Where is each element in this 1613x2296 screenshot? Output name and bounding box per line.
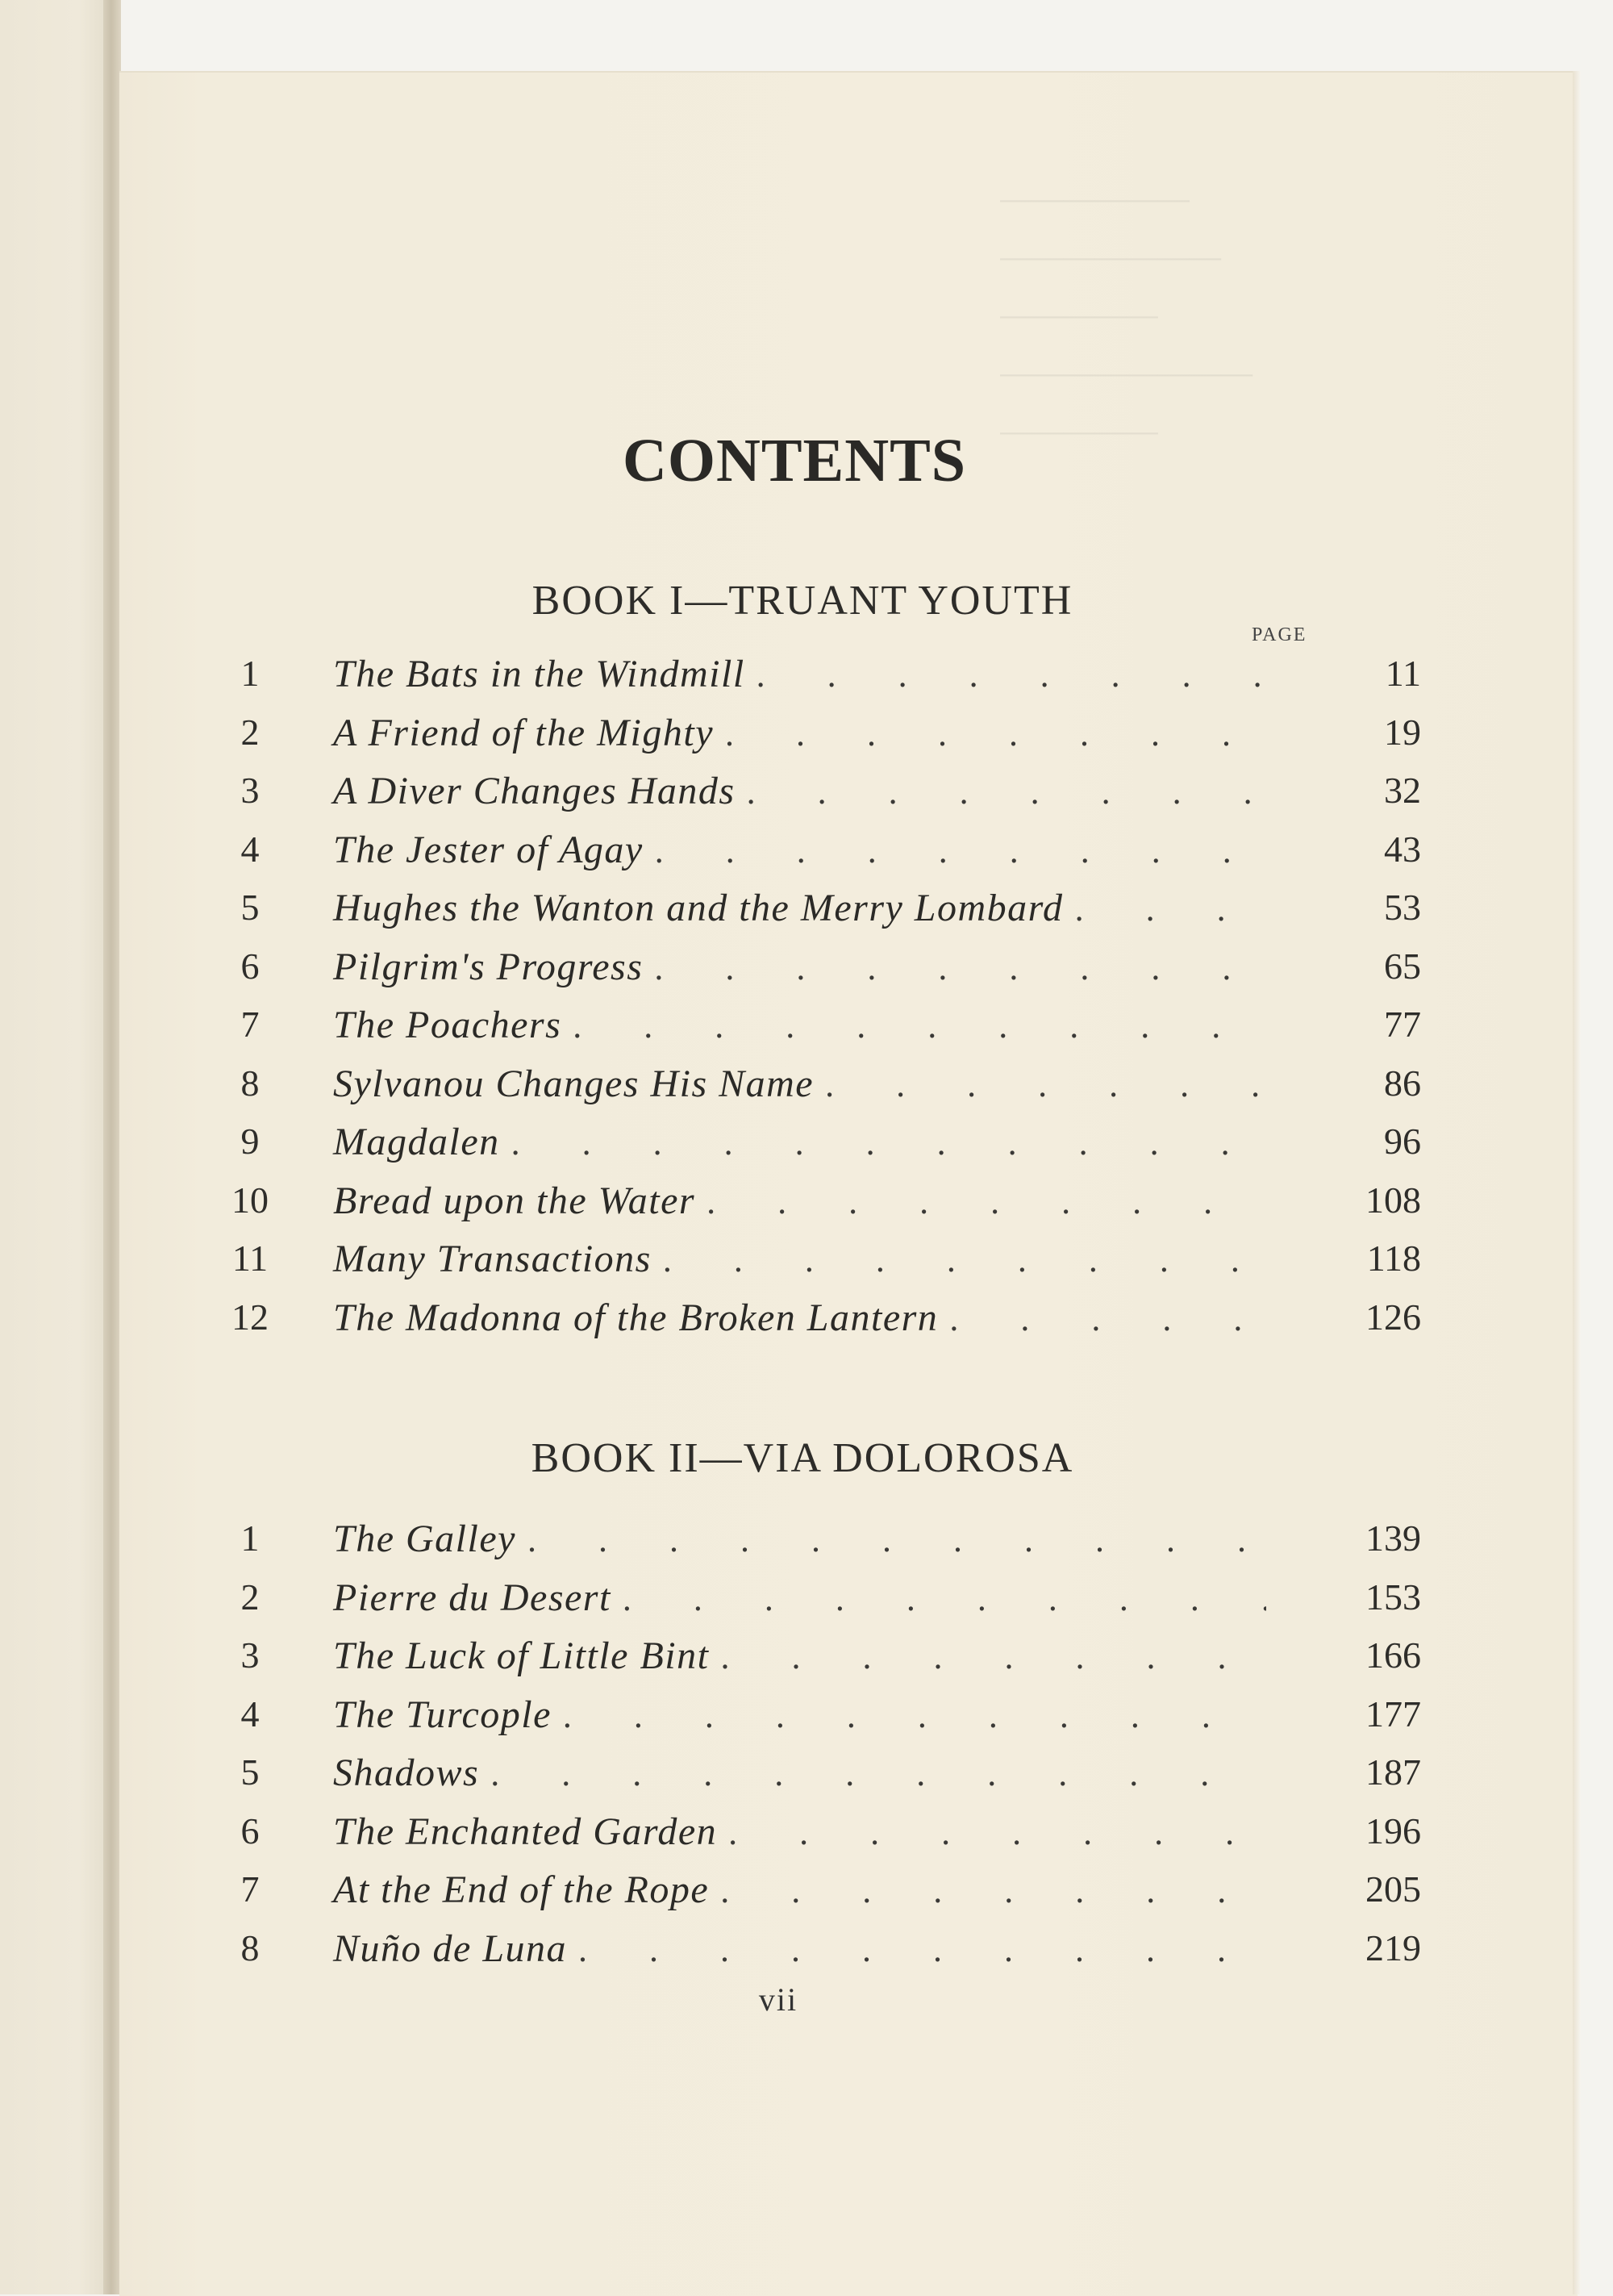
chapter-page-number: 19 <box>1384 711 1421 753</box>
book-gutter <box>103 0 121 2294</box>
chapter-title: At the End of the Rope <box>333 1868 710 1911</box>
chapter-title: The Madonna of the Broken Lantern <box>333 1296 939 1339</box>
book-1-chapter-list <box>231 652 1421 1354</box>
chapter-page-number: 177 <box>1365 1693 1421 1735</box>
chapter-title: A Diver Changes Hands <box>333 770 736 812</box>
dot-leader <box>623 1576 1266 1620</box>
chapter-number: 2 <box>240 1576 260 1618</box>
chapter-number: 2 <box>240 711 260 753</box>
chapter-number: 8 <box>240 1927 260 1968</box>
chapter-title: The Luck of Little Bint <box>333 1634 710 1677</box>
chapter-title: The Galley <box>333 1517 516 1560</box>
chapter-entry <box>333 1810 1266 1854</box>
toc-entry <box>240 1517 1421 1576</box>
chapter-title: Nuño de Luna <box>333 1927 568 1970</box>
dot-leader <box>720 1634 1266 1678</box>
chapter-title: Shadows <box>333 1751 480 1794</box>
dot-leader <box>756 652 1266 696</box>
book-2-chapter-list <box>240 1517 1421 1985</box>
chapter-entry <box>333 711 1266 755</box>
chapter-page-number: 43 <box>1384 828 1421 870</box>
chapter-title: The Bats in the Windmill <box>333 653 745 695</box>
chapter-page-number: 187 <box>1365 1751 1421 1793</box>
dot-leader <box>949 1296 1266 1340</box>
toc-entry <box>240 1810 1421 1868</box>
facing-page <box>0 0 113 2294</box>
toc-entry <box>240 1003 1421 1062</box>
chapter-page-number: 32 <box>1384 770 1421 811</box>
dot-leader <box>728 1810 1266 1854</box>
dot-leader <box>720 1868 1266 1912</box>
chapter-page-number: 53 <box>1384 887 1421 928</box>
chapter-number: 3 <box>240 770 260 811</box>
chapter-title: Pierre du Desert <box>333 1576 611 1619</box>
chapter-title: The Jester of Agay <box>333 828 644 871</box>
dot-leader <box>655 828 1266 872</box>
chapter-page-number: 77 <box>1384 1004 1421 1045</box>
dot-leader <box>563 1693 1266 1737</box>
chapter-page-number: 166 <box>1365 1634 1421 1676</box>
dot-leader <box>511 1120 1266 1164</box>
toc-entry <box>240 1120 1421 1179</box>
dot-leader <box>527 1517 1266 1561</box>
toc-entry <box>231 1237 1421 1296</box>
chapter-entry <box>333 652 1266 696</box>
chapter-title: Many Transactions <box>333 1238 652 1280</box>
chapter-entry <box>333 1237 1266 1281</box>
toc-entry <box>240 1927 1421 1985</box>
chapter-title: Pilgrim's Progress <box>333 945 644 988</box>
chapter-page-number: 86 <box>1384 1062 1421 1104</box>
chapter-number: 12 <box>231 1296 269 1338</box>
chapter-number: 1 <box>240 1517 260 1559</box>
book-2-heading: BOOK II—VIA DOLOROSA <box>531 1435 1074 1481</box>
dot-leader <box>1075 886 1266 930</box>
chapter-page-number: 126 <box>1365 1296 1421 1338</box>
chapter-number: 10 <box>231 1179 269 1221</box>
dot-leader <box>725 711 1266 755</box>
page-edge <box>1573 71 1581 2294</box>
chapter-entry <box>333 1062 1266 1106</box>
chapter-title: The Poachers <box>333 1004 562 1046</box>
toc-entry <box>240 652 1421 711</box>
chapter-entry <box>333 945 1266 989</box>
chapter-entry <box>333 1517 1266 1561</box>
chapter-number: 5 <box>240 887 260 928</box>
chapter-entry <box>333 1296 1266 1340</box>
chapter-page-number: 118 <box>1366 1238 1421 1279</box>
chapter-title: Hughes the Wanton and the Merry Lombard <box>333 887 1064 929</box>
chapter-number: 8 <box>240 1062 260 1104</box>
chapter-page-number: 205 <box>1365 1868 1421 1910</box>
page-title: CONTENTS <box>622 427 967 495</box>
chapter-number: 1 <box>240 653 260 694</box>
toc-entry <box>231 1296 1421 1355</box>
dot-leader <box>663 1237 1266 1281</box>
chapter-number: 9 <box>240 1121 260 1162</box>
chapter-entry <box>333 1927 1266 1971</box>
chapter-number: 7 <box>240 1868 260 1910</box>
chapter-page-number: 108 <box>1365 1179 1421 1221</box>
page-column-label: PAGE <box>1252 624 1307 645</box>
dot-leader <box>490 1751 1266 1795</box>
chapter-number: 4 <box>240 828 260 870</box>
dot-leader <box>747 769 1266 813</box>
chapter-entry <box>333 1003 1266 1047</box>
chapter-page-number: 96 <box>1384 1121 1421 1162</box>
chapter-page-number: 11 <box>1385 653 1421 694</box>
chapter-number: 11 <box>231 1238 269 1279</box>
toc-entry <box>240 886 1421 945</box>
chapter-title: Sylvanou Changes His Name <box>333 1062 815 1105</box>
chapter-number: 6 <box>240 1810 260 1851</box>
chapter-number: 3 <box>240 1634 260 1676</box>
chapter-page-number: 139 <box>1365 1517 1421 1559</box>
chapter-entry <box>333 1120 1266 1164</box>
toc-entry <box>240 1634 1421 1693</box>
toc-entry <box>240 1693 1421 1751</box>
toc-entry <box>240 769 1421 828</box>
toc-entry <box>240 945 1421 1004</box>
toc-entry <box>231 1179 1421 1238</box>
dot-leader <box>825 1062 1266 1106</box>
chapter-entry <box>333 1751 1266 1795</box>
chapter-page-number: 219 <box>1365 1927 1421 1968</box>
chapter-number: 5 <box>240 1751 260 1793</box>
chapter-entry <box>333 886 1266 930</box>
dot-leader <box>706 1179 1266 1223</box>
toc-entry <box>240 1868 1421 1927</box>
toc-entry <box>240 1751 1421 1810</box>
dot-leader <box>573 1003 1266 1047</box>
chapter-title: Bread upon the Water <box>333 1179 696 1222</box>
chapter-number: 7 <box>240 1004 260 1045</box>
chapter-entry <box>333 1576 1266 1620</box>
chapter-entry <box>333 828 1266 872</box>
chapter-title: Magdalen <box>333 1121 500 1163</box>
toc-entry <box>240 711 1421 770</box>
chapter-page-number: 153 <box>1365 1576 1421 1618</box>
chapter-number: 4 <box>240 1693 260 1735</box>
chapter-entry <box>333 1693 1266 1737</box>
toc-entry <box>240 1062 1421 1121</box>
dot-leader <box>654 945 1266 989</box>
chapter-title: A Friend of the Mighty <box>333 711 715 754</box>
chapter-entry <box>333 1179 1266 1223</box>
chapter-entry <box>333 1634 1266 1678</box>
chapter-entry <box>333 769 1266 813</box>
chapter-title: The Turcople <box>333 1693 552 1736</box>
chapter-title: The Enchanted Garden <box>333 1810 718 1853</box>
page-folio: vii <box>758 1981 798 2018</box>
toc-entry <box>240 1576 1421 1634</box>
chapter-page-number: 196 <box>1365 1810 1421 1851</box>
book-1-heading: BOOK I—TRUANT YOUTH <box>531 578 1073 624</box>
dot-leader <box>578 1927 1266 1971</box>
chapter-entry <box>333 1868 1266 1912</box>
chapter-number: 6 <box>240 945 260 987</box>
toc-entry <box>240 828 1421 887</box>
chapter-page-number: 65 <box>1384 945 1421 987</box>
